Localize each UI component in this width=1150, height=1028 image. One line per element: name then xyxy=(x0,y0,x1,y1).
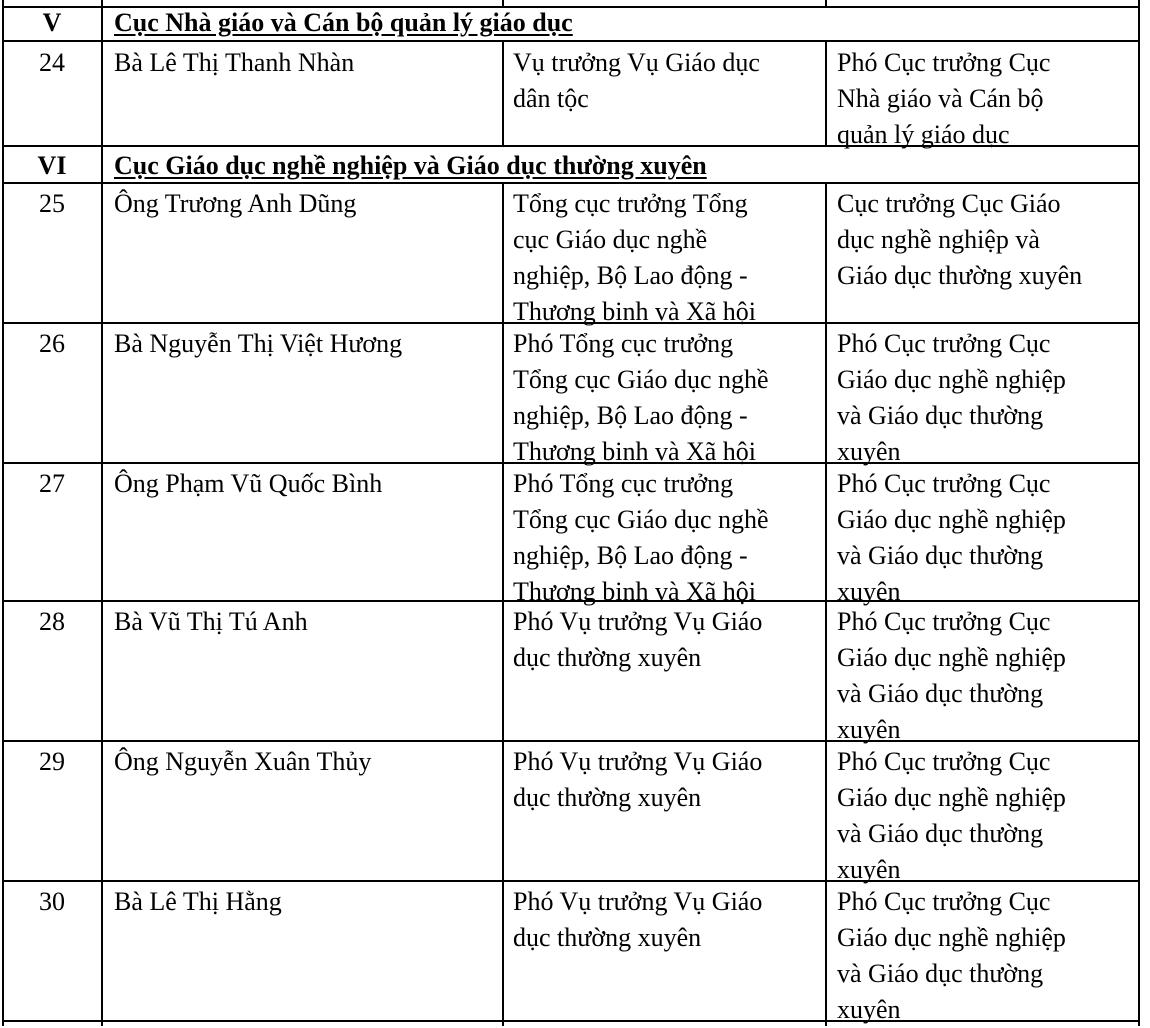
old-position-line: Tổng cục trưởng Tổng xyxy=(513,189,748,218)
section-number: V xyxy=(42,8,62,37)
new-position-line: Giáo dục nghề nghiệp xyxy=(837,505,1066,534)
new-position-line: Giáo dục nghề nghiệp xyxy=(837,783,1066,812)
old-position xyxy=(513,186,756,330)
new-position-line: Phó Cục trưởng Cục xyxy=(837,329,1051,358)
old-position-line: Phó Vụ trưởng Vụ Giáo xyxy=(513,887,763,916)
old-position xyxy=(513,884,762,956)
new-position-line: xuyên xyxy=(837,577,901,606)
new-position xyxy=(837,744,1066,888)
new-position-line: xuyên xyxy=(837,855,901,884)
section-title: Cục Giáo dục nghề nghiệp và Giáo dục thường xuyên xyxy=(114,151,707,180)
person-name: Ông Trương Anh Dũng xyxy=(114,189,357,218)
new-position-line: Nhà giáo và Cán bộ xyxy=(837,84,1044,113)
old-position-line: Phó Vụ trưởng Vụ Giáo xyxy=(513,747,763,776)
row-number: 25 xyxy=(39,189,65,218)
new-position-line: Giáo dục nghề nghiệp xyxy=(837,643,1066,672)
person-name: Bà Nguyễn Thị Việt Hương xyxy=(114,329,403,358)
new-position-line: Phó Cục trưởng Cục xyxy=(837,469,1051,498)
new-position-line: và Giáo dục thường xyxy=(837,401,1044,430)
person-name: Ông Phạm Vũ Quốc Bình xyxy=(114,469,383,498)
person-name: Bà Lê Thị Hằng xyxy=(114,887,282,916)
old-position-line: dục thường xuyên xyxy=(513,783,702,812)
new-position-line: Giáo dục nghề nghiệp xyxy=(837,923,1066,952)
old-position-line: Thương binh và Xã hội xyxy=(513,297,757,326)
new-position-line: và Giáo dục thường xyxy=(837,679,1044,708)
old-position-line: dân tộc xyxy=(513,84,589,113)
row-number: 30 xyxy=(39,887,65,916)
column-border xyxy=(825,182,827,1026)
new-position xyxy=(837,884,1066,1028)
new-position-line: xuyên xyxy=(837,437,901,466)
old-position-line: dục thường xuyên xyxy=(513,643,702,672)
old-position xyxy=(513,326,769,470)
new-position-line: Giáo dục thường xuyên xyxy=(837,261,1083,290)
new-position-line: và Giáo dục thường xyxy=(837,819,1044,848)
row-number: 26 xyxy=(39,329,65,358)
row-number: 29 xyxy=(39,747,65,776)
old-position-line: cục Giáo dục nghề xyxy=(513,225,708,254)
row-number: 24 xyxy=(39,48,65,77)
column-border xyxy=(825,40,827,147)
new-position xyxy=(837,45,1050,153)
old-position-line: Thương binh và Xã hội xyxy=(513,577,757,606)
old-position-line: Phó Vụ trưởng Vụ Giáo xyxy=(513,607,763,636)
person-name: Bà Lê Thị Thanh Nhàn xyxy=(114,48,355,77)
new-position xyxy=(837,604,1066,748)
row-number: 27 xyxy=(39,469,65,498)
old-position-line: Tổng cục Giáo dục nghề xyxy=(513,365,769,394)
new-position-line: Phó Cục trưởng Cục xyxy=(837,48,1051,77)
old-position-line: Tổng cục Giáo dục nghề xyxy=(513,505,769,534)
old-position-line: nghiệp, Bộ Lao động - xyxy=(513,541,748,570)
column-border xyxy=(502,40,504,147)
new-position-line: xuyên xyxy=(837,715,901,744)
old-position-line: Phó Tổng cục trưởng xyxy=(513,329,734,358)
old-position-line: dục thường xuyên xyxy=(513,923,702,952)
old-position-line: Vụ trưởng Vụ Giáo dục xyxy=(513,48,760,77)
new-position-line: và Giáo dục thường xyxy=(837,541,1044,570)
old-position-line: Thương binh và Xã hội xyxy=(513,437,757,466)
column-border xyxy=(825,0,827,8)
old-position xyxy=(513,604,762,676)
person-name: Bà Vũ Thị Tú Anh xyxy=(114,607,308,636)
old-position-line: Phó Tổng cục trưởng xyxy=(513,469,734,498)
section-title: Cục Nhà giáo và Cán bộ quản lý giáo dục xyxy=(114,8,573,37)
person-name: Ông Nguyễn Xuân Thủy xyxy=(114,747,372,776)
table-right-border xyxy=(1138,0,1140,1026)
old-position xyxy=(513,466,769,610)
new-position-line: Cục trưởng Cục Giáo xyxy=(837,189,1061,218)
new-position-line: Phó Cục trưởng Cục xyxy=(837,747,1051,776)
new-position-line: Phó Cục trưởng Cục xyxy=(837,607,1051,636)
old-position xyxy=(513,45,760,117)
old-position-line: nghiệp, Bộ Lao động - xyxy=(513,261,748,290)
new-position-line: Phó Cục trưởng Cục xyxy=(837,887,1051,916)
row-number: 28 xyxy=(39,607,65,636)
new-position-line: quản lý giáo dục xyxy=(837,120,1010,149)
old-position xyxy=(513,744,762,816)
section-number: VI xyxy=(37,151,67,180)
new-position xyxy=(837,326,1066,470)
new-position xyxy=(837,186,1082,294)
old-position-line: nghiệp, Bộ Lao động - xyxy=(513,401,748,430)
new-position-line: dục nghề nghiệp và xyxy=(837,225,1040,254)
new-position-line: xuyên xyxy=(837,995,901,1024)
new-position xyxy=(837,466,1066,610)
new-position-line: và Giáo dục thường xyxy=(837,959,1044,988)
column-border xyxy=(502,182,504,1026)
new-position-line: Giáo dục nghề nghiệp xyxy=(837,365,1066,394)
